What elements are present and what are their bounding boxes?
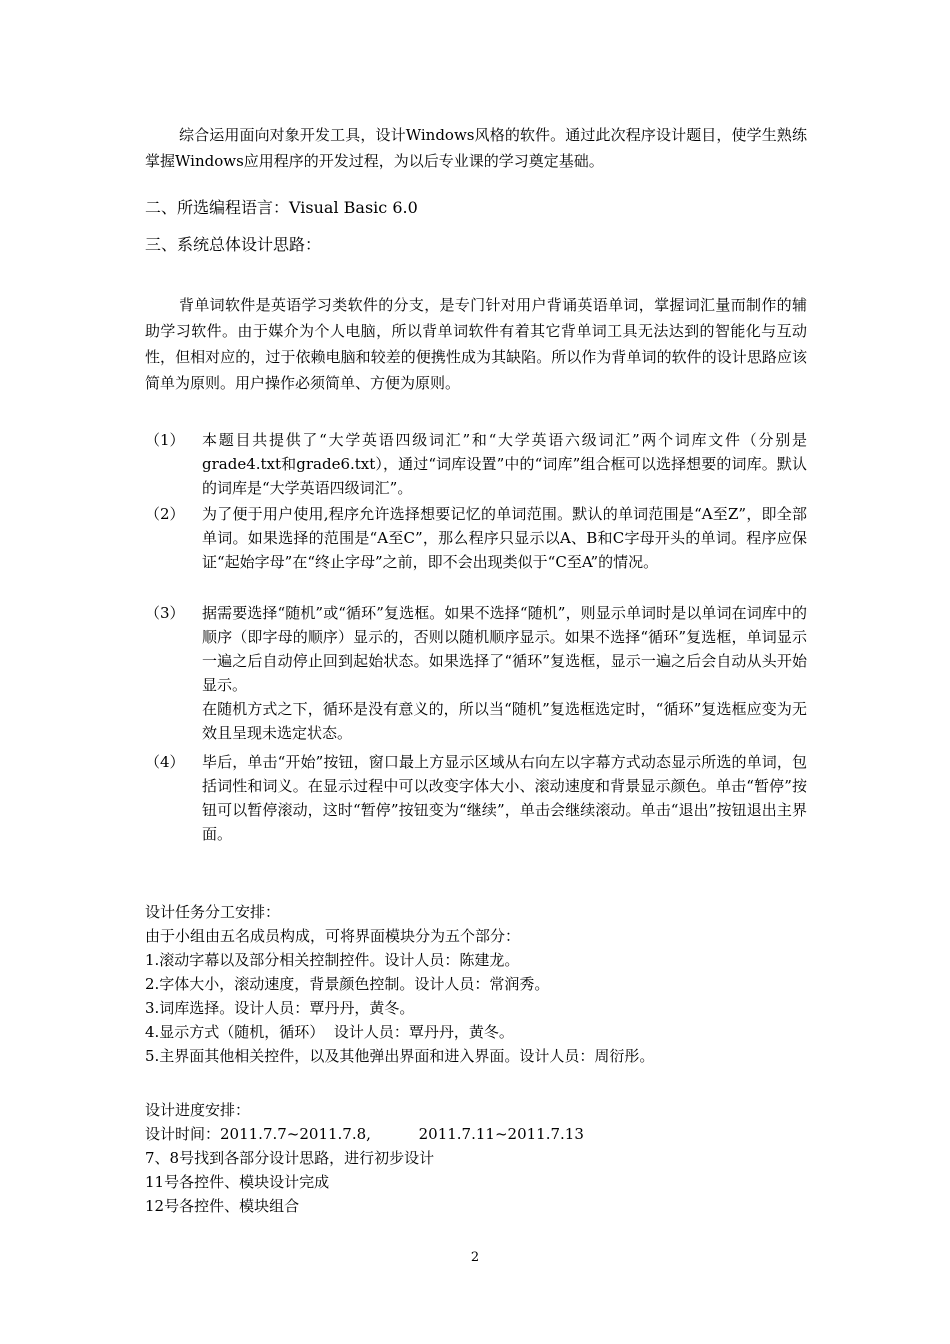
task-line: 3.词库选择。设计人员：覃丹丹，黄冬。 (145, 999, 415, 1017)
tasks-title: 设计任务分工安排： (145, 903, 281, 921)
overview-paragraph: 背单词软件是英语学习类软件的分支，是专门针对用户背诵英语单词，掌握词汇量而制作的辅助学习软件。由于媒介为个人电脑，所以背单词软件有着其它背单词工具无法达到的智能化与互动性，但相对应的，过于依赖电脑和较差的便携性成为其缺陷。所以作为背单词的软件的设计思路应该简单为原则。用户操作必须简单、方便为原则。 (145, 296, 807, 392)
task-line: 4.显示方式（随机，循环） 设计人员：覃丹丹，黄冬。 (145, 1023, 514, 1041)
list-item (145, 750, 807, 846)
list-item-number: （3） (145, 604, 185, 622)
tasks-intro: 由于小组由五名成员构成，可将界面模块分为五个部分： (145, 927, 521, 945)
task-line: 5.主界面其他相关控件，以及其他弹出界面和进入界面。设计人员：周衍彤。 (145, 1047, 655, 1065)
list-item-number: （4） (145, 753, 185, 771)
list-item-text: 本题目共提供了“大学英语四级词汇”和“大学英语六级词汇”两个词库文件（分别是grade4.txt和grade6.txt），通过“词库设置”中的“词库”组合框可以选择想要的词库。默认的词库是“大学英语四级词汇”。 (202, 431, 807, 497)
task-line: 1.滚动字幕以及部分相关控制控件。设计人员：陈建龙。 (145, 951, 520, 969)
schedule-line: 11号各控件、模块设计完成 (145, 1173, 330, 1191)
list-item-number: （2） (145, 505, 185, 523)
list-item-text: 为了便于用户使用,程序允许选择想要记忆的单词范围。默认的单词范围是“A至Z”，即全部单词。如果选择的范围是“A至C”，那么程序只显示以A、B和C字母开头的单词。程序应保证“起始字母”在“终止字母”之前，即不会出现类似于“C至A”的情况。 (202, 505, 807, 571)
schedule-line: 12号各控件、模块组合 (145, 1197, 300, 1215)
heading-programming-language: 二、所选编程语言：Visual Basic 6.0 (145, 198, 418, 217)
list-item-number: （1） (145, 431, 185, 449)
list-item (145, 502, 807, 574)
schedule-line: 设计时间：2011.7.7~2011.7.8, 2011.7.11~2011.7.13 (145, 1125, 584, 1143)
list-item (145, 601, 807, 745)
list-item-text-continued: 在随机方式之下，循环是没有意义的，所以当“随机”复选框选定时，“循环”复选框应变为无效且呈现未选定状态。 (202, 700, 807, 742)
task-line: 2.字体大小，滚动速度，背景颜色控制。设计人员：常润秀。 (145, 975, 550, 993)
list-item (145, 428, 807, 500)
list-item-text: 据需要选择“随机”或“循环”复选框。如果不选择“随机”，则显示单词时是以单词在词库中的顺序（即字母的顺序）显示的，否则以随机顺序显示。如果不选择“循环”复选框，单词显示一遍之后自动停止回到起始状态。如果选择了“循环”复选框，显示一遍之后会自动从头开始显示。 (202, 604, 807, 694)
page-number: 2 (470, 1250, 480, 1265)
schedule-line: 7、8号找到各部分设计思路，进行初步设计 (145, 1149, 435, 1167)
heading-system-design: 三、系统总体设计思路： (145, 235, 322, 254)
list-item-text: 毕后，单击“开始”按钮，窗口最上方显示区域从右向左以字幕方式动态显示所选的单词，包括词性和词义。在显示过程中可以改变字体大小、滚动速度和背景显示颜色。单击“暂停”按钮可以暂停滚动，这时“暂停”按钮变为“继续”，单击会继续滚动。单击“退出”按钮退出主界面。 (202, 753, 807, 843)
schedule-title: 设计进度安排： (145, 1101, 251, 1119)
intro-paragraph: 综合运用面向对象开发工具，设计Windows风格的软件。通过此次程序设计题目，使学生熟练掌握Windows应用程序的开发过程，为以后专业课的学习奠定基础。 (145, 126, 807, 170)
